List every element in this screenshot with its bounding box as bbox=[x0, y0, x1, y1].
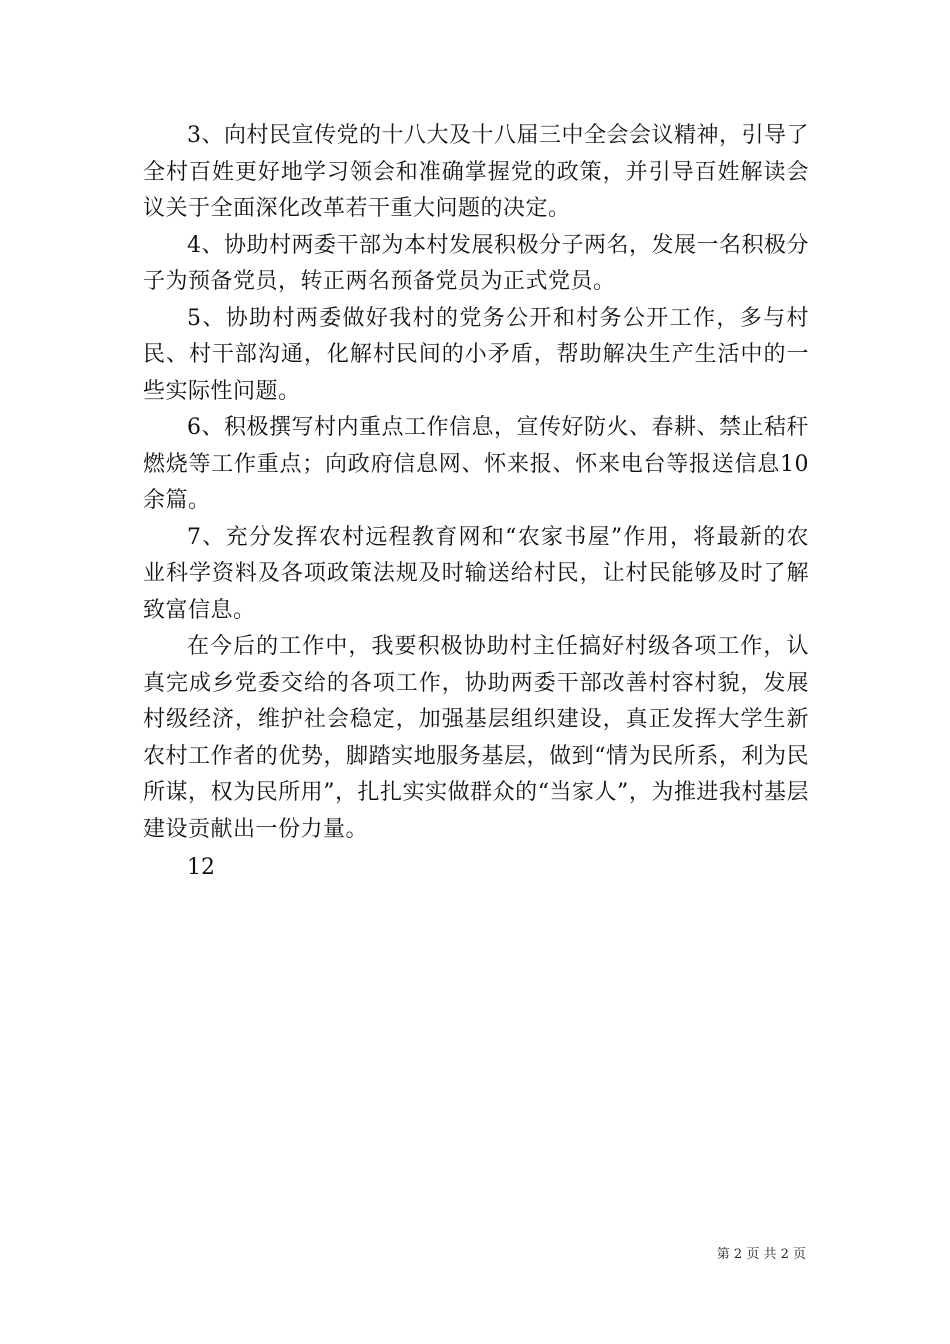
paragraph-item-4: 4、协助村两委干部为本村发展积极分子两名，发展一名积极分子为预备党员，转正两名预备党员为正式党员。 bbox=[143, 232, 809, 294]
page-counter: 第 2 页 共 2 页 bbox=[716, 1247, 806, 1262]
closing-paragraph: 在今后的工作中，我要积极协助村主任搞好村级各项工作，认真完成乡党委交给的各项工作，协助两委干部改善村容村貌，发展村级经济，维护社会稳定，加强基层组织建设，真正发挥大学生新农村工作者的优势，脚踏实地服务基层，做到“情为民所系，利为民所谋，权为民所用”，扎扎实实做群众的“当家人”，为推进我村基层建设贡献出一份力量。 bbox=[143, 634, 809, 842]
trailing-number: 12 bbox=[187, 855, 215, 880]
paragraph-item-3: 3、向村民宣传党的十八大及十八届三中全会会议精神，引导了全村百姓更好地学习领会和准确掌握党的政策，并引导百姓解读会议关于全面深化改革若干重大问题的决定。 bbox=[143, 123, 809, 221]
paragraph-item-7: 7、充分发挥农村远程教育网和“农家书屋”作用，将最新的农业科学资料及各项政策法规及时输送给村民，让村民能够及时了解致富信息。 bbox=[143, 524, 809, 623]
page-footer bbox=[717, 1246, 806, 1264]
paragraph-item-6: 6、积极撰写村内重点工作信息，宣传好防火、春耕、禁止秸秆燃烧等工作重点；向政府信息网、怀来报、怀来电台等报送信息10余篇。 bbox=[143, 415, 809, 513]
paragraph-item-5: 5、协助村两委做好我村的党务公开和村务公开工作，多与村民、村干部沟通，化解村民间的小矛盾，帮助解决生产生活中的一些实际性问题。 bbox=[143, 305, 809, 404]
document-body bbox=[143, 118, 809, 887]
